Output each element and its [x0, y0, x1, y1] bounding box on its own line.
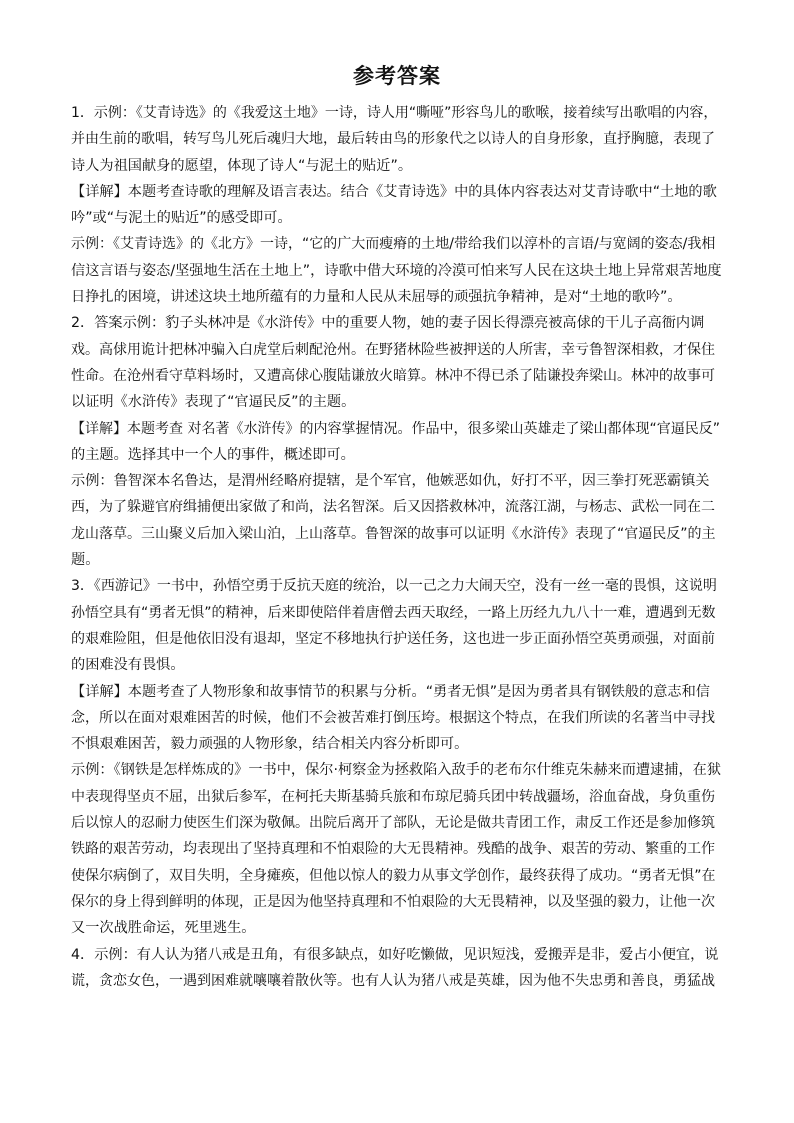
text-line: 又一次战胜命运，死里逃生。: [71, 920, 256, 937]
text-line: 念，所以在面对艰难困苦的时候，他们不会被苦难打倒压垮。根据这个特点，在我们所读的名著当中寻找: [71, 709, 715, 726]
text-line: 不惧艰难困苦，毅力顽强的人物形象，结合相关内容分析即可。: [71, 736, 469, 753]
text-line: 示例：《钢铁是怎样炼成的》一书中，保尔·柯察金为拯救陷入敌手的老布尔什维克朱赫来而遭逮捕，在狱: [71, 762, 722, 779]
text-line: 【详解】本题考查诗歌的理解及语言表达。结合《艾青诗选》中的具体内容表达对艾青诗歌中“土地的歌: [71, 183, 717, 200]
text-line: 信这言语与姿态/坚强地生活在土地上”，诗歌中借大环境的冷漠可怕来写人民在这块土地上异常艰苦地度: [71, 262, 722, 279]
text-line: 孙悟空具有“勇者无惧”的精神，后来即使陪伴着唐僧去西天取经，一路上历经九九八十一难，遭遇到无数: [71, 604, 716, 621]
text-line: 戏。高俅用诡计把林冲骗入白虎堂后刺配沧州。在野猪林险些被押送的人所害，幸亏鲁智深相救，才保住: [71, 341, 715, 358]
text-line: 4．示例：有人认为猪八戒是丑角，有很多缺点，如好吃懒做，见识短浅，爱搬弄是非，爱占小便宜，说: [71, 946, 719, 963]
text-line: 3．《西游记》一书中，孙悟空勇于反抗天庭的统治，以一己之力大闹天空，没有一丝一毫的畏惧，这说明: [71, 578, 717, 595]
text-line: 示例：《艾青诗选》的《北方》一诗，“它的广大而瘦瘠的土地/带给我们以淳朴的言语/与宽阔的姿态/我相: [71, 236, 716, 253]
text-line: 【详解】本题考查 对名著《水浒传》的内容掌握情况。作品中，很多梁山英雄走了梁山都体现“官逼民反”: [71, 420, 720, 437]
text-line: 谎，贪恋女色，一遇到困难就嚷嚷着散伙等。也有人认为猪八戒是英雄，因为他不失忠勇和善良，勇猛战: [71, 972, 715, 989]
page-title: 参考答案: [353, 64, 441, 88]
text-line: 并由生前的歌唱，转写鸟儿死后魂归大地，最后转由鸟的形象代之以诗人的自身形象，直抒胸臆，表现了: [71, 131, 715, 148]
text-line: 的困难没有畏惧。: [71, 657, 185, 674]
text-line: 1．示例：《艾青诗选》的《我爱这土地》一诗，诗人用“嘶哑”形容鸟儿的歌喉，接着续写出歌唱的内容，: [71, 105, 718, 121]
text-line: 示例：鲁智深本名鲁达，是渭州经略府提辖，是个军官，他嫉恶如仇，好打不平，因三拳打死恶霸镇关: [71, 473, 710, 490]
text-line: 中表现得坚贞不屈，出狱后参军，在柯托夫斯基骑兵旅和布琼尼骑兵团中转战疆场，浴血奋战，身负重伤: [71, 788, 715, 805]
text-line: 西，为了躲避官府缉捕便出家做了和尚，法名智深。后又因搭救林冲，流落江湖，与杨志、武松一同在二: [71, 499, 715, 516]
text-line: 2．答案示例：豹子头林冲是《水浒传》中的重要人物，她的妻子因长得漂亮被高俅的干儿子高衙内调: [71, 315, 705, 332]
text-line: 吟”或“与泥土的贴近”的感受即可。: [71, 210, 292, 227]
text-line: 题。: [71, 552, 100, 569]
text-line: 日挣扎的困境，讲述这块土地所蕴有的力量和人民从未屈辱的顽强抗争精神，是对“土地的歌吟”。: [71, 289, 682, 306]
text-line: 保尔的身上得到鲜明的体现，正是因为他坚持真理和不怕艰险的大无畏精神，以及坚强的毅力，让他一次: [71, 893, 715, 910]
text-line: 诗人为祖国献身的愿望，体现了诗人“与泥土的贴近”。: [71, 157, 413, 174]
answer-body: [71, 100, 723, 994]
text-line: 【详解】本题考查了人物形象和故事情节的积累与分析。“勇者无惧”是因为勇者具有钢铁般的意志和信: [71, 683, 710, 700]
text-line: 的艰难险阻，但是他依旧没有退却，坚定不移地执行护送任务，这也进一步正面孙悟空英勇顽强，对面前: [71, 630, 715, 647]
text-line: 龙山落草。三山聚义后加入梁山泊，上山落草。鲁智深的故事可以证明《水浒传》表现了“官逼民反”的主: [71, 525, 716, 542]
text-line: 以证明《水浒传》表现了“官逼民反”的主题。: [71, 394, 356, 411]
text-line: 使保尔病倒了，双目失明，全身瘫痪，但他以惊人的毅力从事文学创作，最终获得了成功。“勇者无惧”在: [71, 867, 716, 884]
text-line: 铁路的艰苦劳动，均表现出了坚持真理和不怕艰险的大无畏精神。残酷的战争、艰苦的劳动、繁重的工作: [71, 841, 715, 858]
text-line: 后以惊人的忍耐力使医生们深为敬佩。出院后离开了部队，无论是做共青团工作，肃反工作还是参加修筑: [71, 815, 715, 832]
text-line: 性命。在沧州看守草料场时，又遭高俅心腹陆谦放火暗算。林冲不得已杀了陆谦投奔梁山。林冲的故事可: [71, 367, 715, 384]
text-line: 的主题。选择其中一个人的事件，概述即可。: [71, 446, 355, 463]
